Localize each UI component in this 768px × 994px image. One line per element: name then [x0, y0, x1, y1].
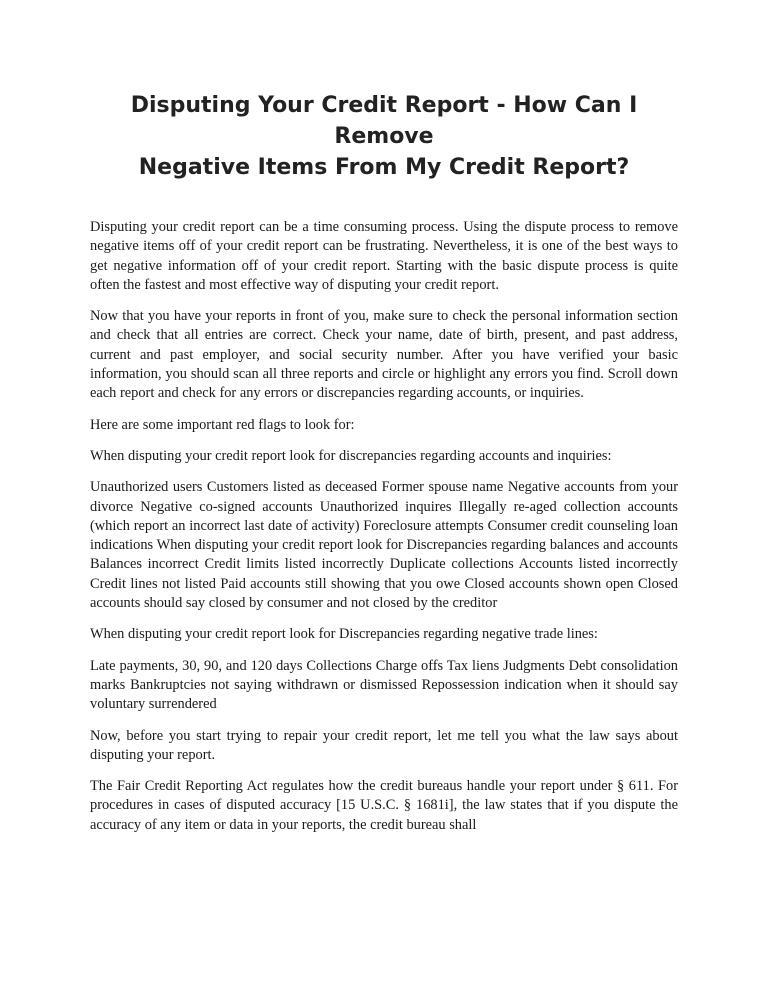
paragraph-law-intro: Now, before you start trying to repair your credit report, let me tell you what the law says about disputing your report.	[90, 727, 678, 763]
title-line-1: Disputing Your Credit Report - How Can I Remove	[130, 93, 638, 149]
paragraph-accounts-list: Unauthorized users Customers listed as deceased Former spouse name Negative accounts from your divorce Negative co-signed accounts Unauthorized inquires Illegally re-aged collection accounts (which report an incorrect last date of activity) Foreclosure attempts Consumer credit counseling loan indications When disputing your credit report look for Discrepancies regarding balances and accounts Balances incorrect Credit limits listed incorrectly Duplicate collections Accounts listed incorrectly Credit lines not listed Paid accounts still showing that you owe Closed accounts shown open Closed accounts should say closed by consumer and not closed by the creditor	[90, 479, 678, 612]
paragraph-trade-lines-list: Late payments, 30, 90, and 120 days Collections Charge offs Tax liens Judgments Debt consolidation marks Bankruptcies not saying withdrawn or dismissed Repossession indication when it should say voluntary surrendered	[90, 657, 678, 713]
paragraph-accounts-inquiries-intro: When disputing your credit report look for discrepancies regarding accounts and inquiries:	[90, 447, 612, 464]
document-page	[90, 90, 678, 835]
document-title	[90, 90, 678, 183]
paragraph-fcra: The Fair Credit Reporting Act regulates how the credit bureaus handle your report under § 611. For procedures in cases of disputed accuracy [15 U.S.C. § 1681i], the law states that if you dispute the accuracy of any item or data in your reports, the credit bureau shall	[90, 778, 678, 833]
paragraph-check-reports: Now that you have your reports in front of you, make sure to check the personal information section and check that all entries are correct. Check your name, date of birth, present, and past address, current and past employer, and social security number. After you have verified your basic information, you should scan all three reports and circle or highlight any errors you find. Scroll down each report and check for any errors or discrepancies regarding accounts, or inquiries.	[90, 308, 678, 402]
paragraph-trade-lines-intro: When disputing your credit report look for Discrepancies regarding negative trade lines:	[90, 626, 598, 643]
paragraph-red-flags-intro: Here are some important red flags to look for:	[90, 416, 355, 433]
paragraph-intro: Disputing your credit report can be a time consuming process. Using the dispute process to remove negative items off of your credit report can be frustrating. Nevertheless, it is one of the best ways to get negative information off of your credit report. Starting with the basic dispute process is quite often the fastest and most effective way of disputing your credit report.	[90, 219, 678, 293]
title-line-2: Negative Items From My Credit Report?	[138, 155, 630, 180]
